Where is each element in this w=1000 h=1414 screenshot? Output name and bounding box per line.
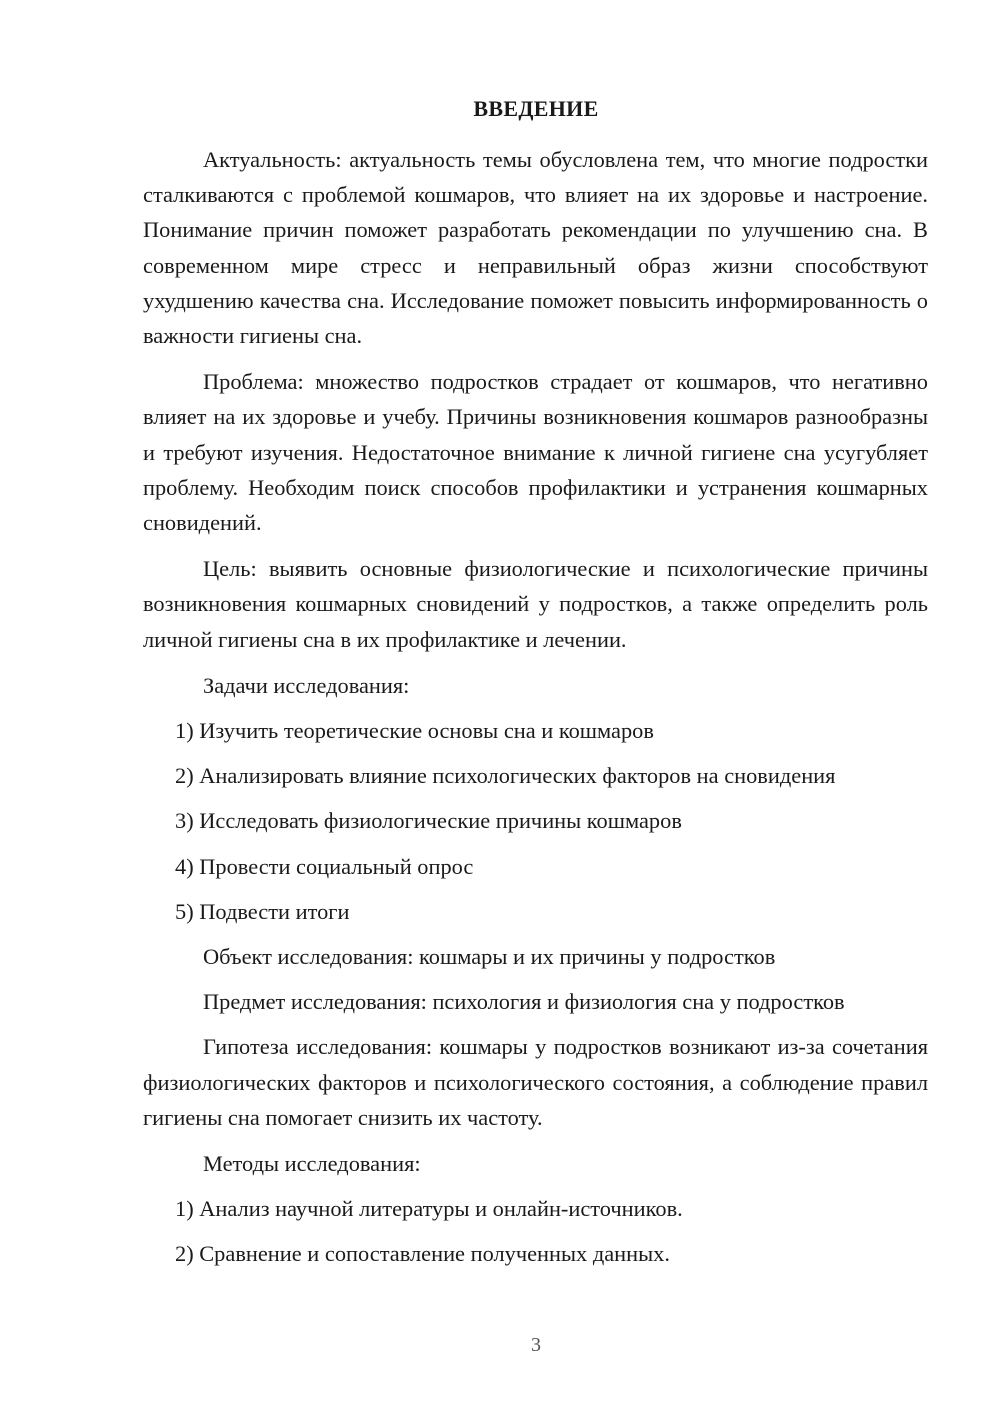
relevance-paragraph: Актуальность: актуальность темы обусловлена тем, что многие подростки сталкиваются с проблемой кошмаров, что влияет на их здоровье и настроение. Понимание причин поможет разработать рекомендации по улучшению сна. В современном мире стресс и неправильный образ жизни способствуют ухудшению качества сна. Исследование поможет повысить информированность о важности гигиены сна.: [143, 147, 928, 349]
problem-paragraph: Проблема: множество подростков страдает от кошмаров, что негативно влияет на их здоровье и учебу. Причины возникновения кошмаров разнообразны и требуют изучения. Недостаточное внимание к личной гигиене сна усугубляет проблему. Необходим поиск способов профилактики и устранения кошмарных сновидений.: [143, 369, 928, 536]
subject-line: Предмет исследования: психология и физиология сна у подростков: [203, 989, 845, 1015]
methods-heading: Методы исследования:: [203, 1151, 421, 1177]
hypothesis-paragraph: Гипотеза исследования: кошмары у подростков возникают из-за сочетания физиологических факторов и психологического состояния, а соблюдение правил гигиены сна помогает снизить их частоту.: [143, 1034, 928, 1130]
list-item: 4) Провести социальный опрос: [175, 853, 474, 879]
tasks-heading: Задачи исследования:: [203, 672, 410, 698]
list-item: 3) Исследовать физиологические причины кошмаров: [175, 808, 682, 834]
list-item: 2) Сравнение и сопоставление полученных данных.: [175, 1241, 670, 1267]
goal-paragraph: Цель: выявить основные физиологические и психологические причины возникновения кошмарных сновидений у подростков, а также определить роль личной гигиены сна в их профилактике и лечении.: [143, 556, 928, 652]
list-item: 1) Изучить теоретические основы сна и кошмаров: [175, 718, 654, 744]
page-number: 3: [531, 1334, 541, 1356]
section-title: ВВЕДЕНИЕ: [473, 96, 599, 121]
document-body: [143, 142, 928, 1282]
list-item: 5) Подвести итоги: [175, 898, 350, 924]
object-line: Объект исследования: кошмары и их причины у подростков: [203, 944, 776, 970]
list-item: 1) Анализ научной литературы и онлайн-источников.: [175, 1196, 683, 1222]
methods-list: [143, 1191, 928, 1271]
tasks-list: [143, 713, 928, 929]
list-item: 2) Анализировать влияние психологических факторов на сновидения: [175, 763, 836, 789]
